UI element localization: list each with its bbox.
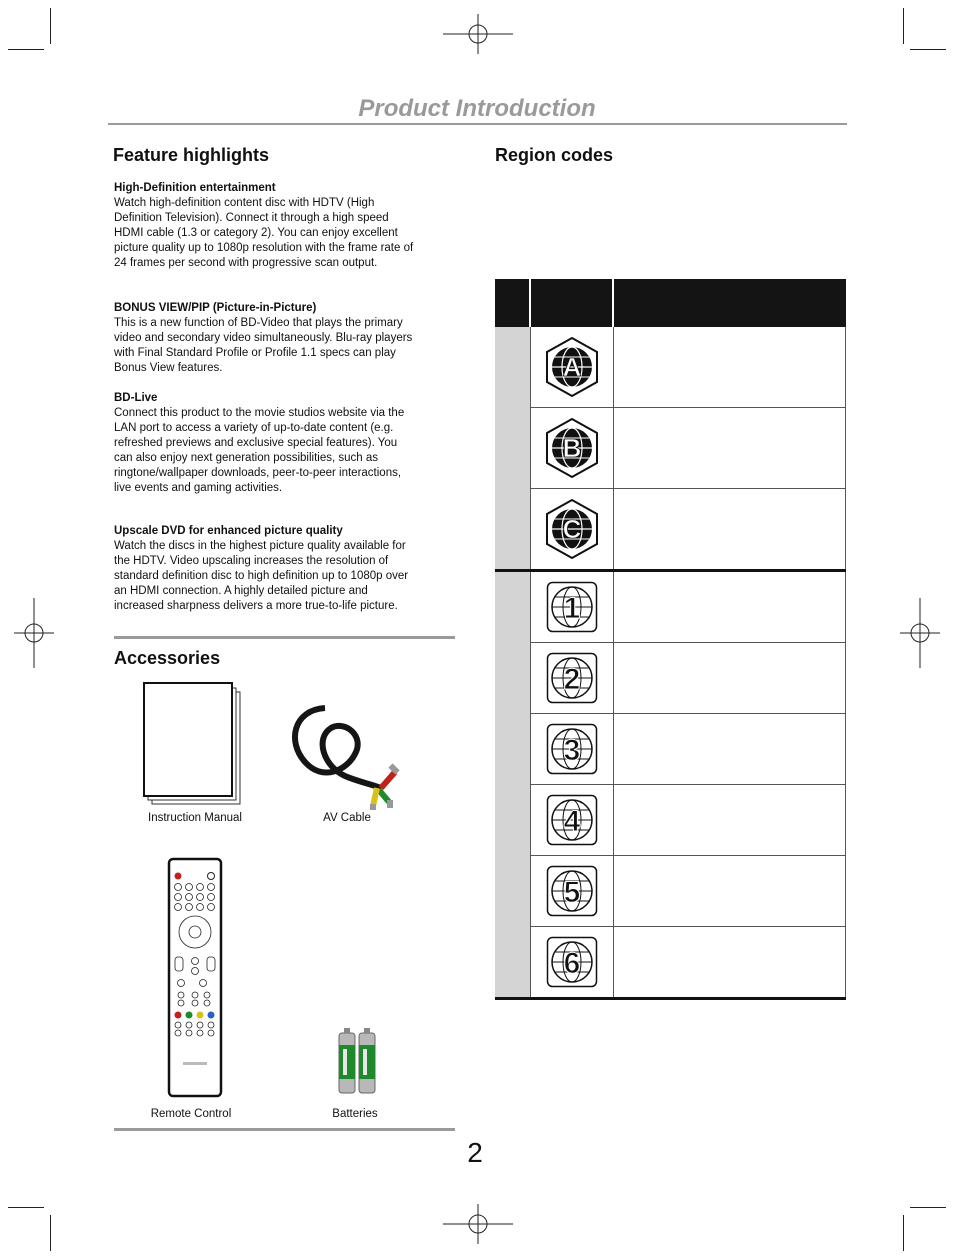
accessories-heading: Accessories — [114, 648, 221, 668]
crop-mark — [8, 49, 44, 50]
page-number: 2 — [467, 1137, 483, 1168]
dvd-region-cell — [530, 856, 613, 927]
feature-text: Watch the discs in the highest picture quality available for the HDTV. Video upscaling increases the resolution of standard definition disc to high definition up to 1080p over an HDMI connection. A highly detailed picture and increased sharpness delivers a more true-to-life picture. — [114, 540, 409, 612]
batteries-icon — [336, 1027, 378, 1095]
feature-title: BD-Live — [114, 392, 158, 404]
accessory-label: Batteries — [332, 1108, 378, 1120]
bd-region-letter: B — [562, 433, 581, 463]
crop-mark — [910, 49, 946, 50]
title-rule — [108, 123, 847, 125]
dvd-group-side — [495, 571, 530, 999]
region-description — [613, 927, 846, 999]
feature-title: Upscale DVD for enhanced picture quality — [114, 525, 343, 537]
accessory-label: AV Cable — [323, 812, 371, 824]
dvd-region-number: 4 — [563, 805, 580, 838]
dvd-region-2-icon — [546, 652, 598, 704]
manual-icon — [143, 682, 243, 806]
dvd-region-5-icon — [546, 865, 598, 917]
bd-group-side — [495, 327, 530, 571]
dvd-region-4-icon — [546, 794, 598, 846]
region-description — [613, 571, 846, 643]
dvd-region-number: 1 — [563, 592, 580, 625]
feature-text: Watch high-definition content disc with HDTV (High Definition Television). Connect it through a high speed HDMI cable (1.3 or category 2). You can enjoy excellent picture quality up to 1080p resolution with the frame rate of 24 frames per second with progressive scan output. — [114, 197, 414, 269]
feature-item — [114, 301, 414, 376]
region-codes-heading: Region codes — [495, 145, 614, 165]
dvd-region-3-icon — [546, 723, 598, 775]
crop-mark — [903, 1215, 904, 1251]
page-title: Product Introduction — [358, 95, 596, 122]
remote-control-icon — [167, 857, 223, 1098]
region-description — [613, 327, 846, 408]
dvd-region-1-icon — [546, 581, 598, 633]
dvd-region-number: 3 — [563, 734, 580, 767]
registration-mark-icon — [443, 14, 513, 54]
registration-mark-icon — [14, 598, 54, 668]
bd-region-a-icon — [544, 336, 600, 398]
section-divider — [114, 636, 455, 639]
bd-region-letter: A — [562, 352, 581, 382]
dvd-region-cell — [530, 927, 613, 999]
region-description — [613, 785, 846, 856]
dvd-region-number: 5 — [563, 876, 580, 909]
table-header-cell — [530, 279, 613, 327]
crop-mark — [910, 1207, 946, 1208]
av-cable-icon — [285, 702, 410, 810]
bd-region-cell — [530, 408, 613, 489]
table-header-cell — [613, 279, 846, 327]
registration-mark-icon — [443, 1204, 513, 1244]
region-description — [613, 489, 846, 571]
bd-region-b-icon — [544, 417, 600, 479]
bd-region-cell — [530, 489, 613, 571]
dvd-region-cell — [530, 714, 613, 785]
dvd-region-cell — [530, 571, 613, 643]
feature-item — [114, 181, 414, 271]
section-divider — [114, 1128, 455, 1131]
accessory-label: Instruction Manual — [148, 812, 242, 824]
registration-mark-icon — [900, 598, 940, 668]
feature-item — [114, 524, 414, 614]
dvd-region-number: 6 — [563, 947, 580, 980]
bd-region-letter: C — [562, 514, 581, 544]
bd-region-c-icon — [544, 498, 600, 560]
table-header-cell — [495, 279, 530, 327]
region-codes-table — [495, 279, 846, 1000]
region-description — [613, 643, 846, 714]
dvd-region-cell — [530, 643, 613, 714]
region-description — [613, 856, 846, 927]
crop-mark — [8, 1207, 44, 1208]
feature-title: High-Definition entertainment — [114, 182, 276, 194]
feature-title: BONUS VIEW/PIP (Picture-in-Picture) — [114, 302, 317, 314]
dvd-region-6-icon — [546, 936, 598, 988]
features-heading: Feature highlights — [113, 145, 270, 165]
region-description — [613, 408, 846, 489]
dvd-region-number: 2 — [563, 663, 580, 696]
region-description — [613, 714, 846, 785]
crop-mark — [50, 1215, 51, 1251]
feature-text: Connect this product to the movie studios website via the LAN port to access a variety of up-to-date content (e.g. refreshed previews and exclusive special features). You can also enjoy next generation possibilities, such as ringtone/wallpaper downloads, peer-to-peer interactions, live events and gaming activities. — [114, 407, 405, 494]
crop-mark — [50, 8, 51, 44]
feature-text: This is a new function of BD-Video that plays the primary video and secondary video simultaneously. Blu-ray players with Final Standard Profile or Profile 1.1 specs can play Bonus View features. — [114, 317, 413, 374]
accessory-label: Remote Control — [150, 1108, 232, 1120]
dvd-region-cell — [530, 785, 613, 856]
crop-mark — [903, 8, 904, 44]
feature-item — [114, 391, 414, 496]
bd-region-cell — [530, 327, 613, 408]
